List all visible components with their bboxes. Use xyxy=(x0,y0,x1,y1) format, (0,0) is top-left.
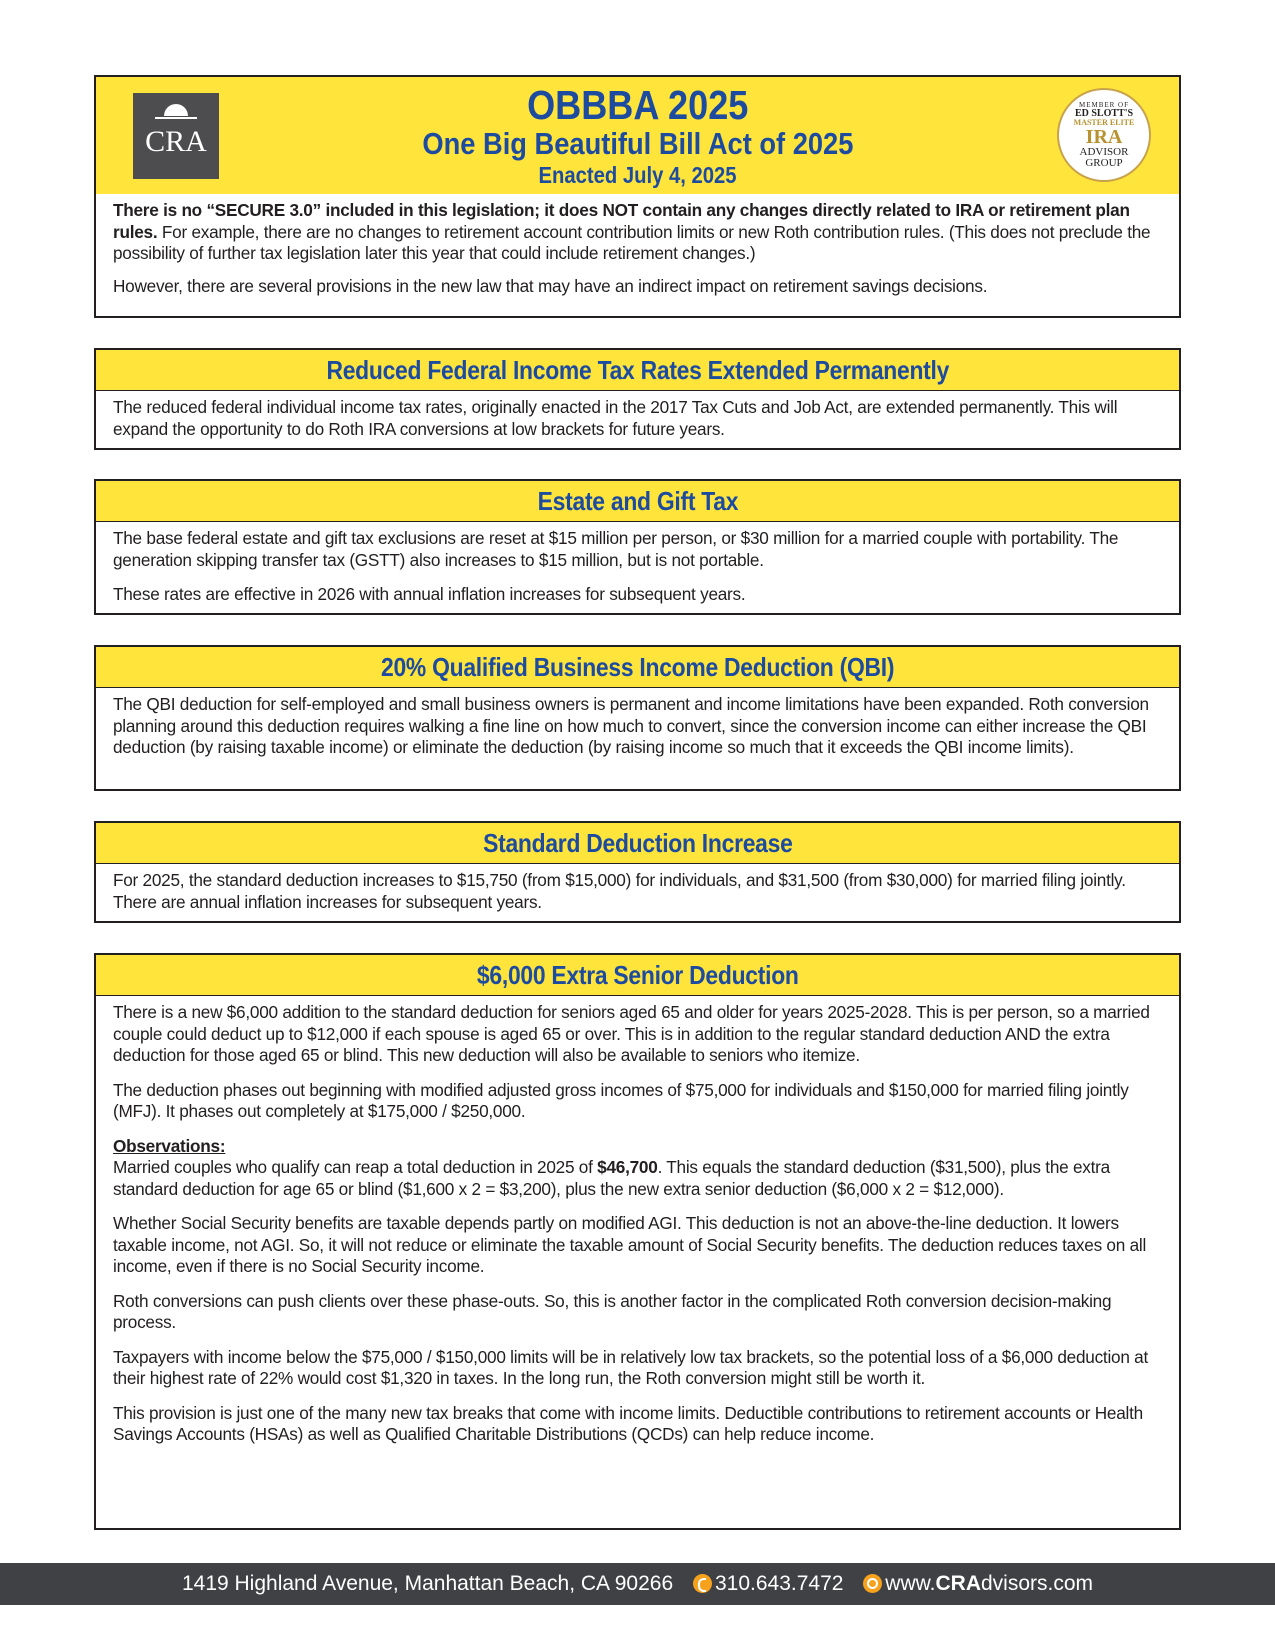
header-banner xyxy=(96,77,1179,194)
section-paragraph: These rates are effective in 2026 with annual inflation increases for subsequent years. xyxy=(113,584,746,604)
section-paragraph: The deduction phases out beginning with modified adjusted gross incomes of $75,000 for individuals and $150,000 for married filing jointly (MFJ). It phases out completely at $175,000 / $250,000. xyxy=(113,1079,1129,1121)
section-senior-deduction xyxy=(94,953,1181,1530)
intro-rest: For example, there are no changes to retirement account contribution limits or new Roth contribution rules. (This does not preclude the possibility of further tax legislation later this year that could include retirement changes.) xyxy=(113,221,1151,263)
section-paragraph: There is a new $6,000 addition to the standard deduction for seniors aged 65 and older for years 2025-2028. This is per person, so a married couple could deduct up to $12,000 if each spouse is aged 65 or over. This is in addition to the regular standard deduction AND the extra deduction for those aged 65 or blind. This new deduction will also be available to seniors who itemize. xyxy=(113,1002,1150,1065)
section-title: Reduced Federal Income Tax Rates Extended Permanently xyxy=(326,355,949,385)
footer-address: 1419 Highland Avenue, Manhattan Beach, CA 90266 xyxy=(181,1572,674,1595)
enacted-date: Enacted July 4, 2025 xyxy=(538,162,737,188)
footer-website[interactable]: www.CRAdvisors.com xyxy=(885,1572,1094,1595)
globe-icon xyxy=(863,1574,882,1593)
intro-p2: However, there are several provisions in the new law that may have an indirect impact on retirement savings decisions. xyxy=(113,275,988,296)
section-paragraph: The base federal estate and gift tax exclusions are reset at $15 million per person, or $30 million for a married couple with portability. The generation skipping transfer tax (GSTT) also increases to $15 million, but is not portable. xyxy=(113,528,1119,570)
section-paragraph: For 2025, the standard deduction increases to $15,750 (from $15,000) for individuals, and $31,500 (from $30,000) for married filing jointly. There are annual inflation increases for subsequent years. xyxy=(113,870,1126,912)
section-title: Standard Deduction Increase xyxy=(482,828,793,858)
footer-phone[interactable]: 310.643.7472 xyxy=(714,1572,844,1595)
intro-text xyxy=(96,194,1179,297)
section-title: Estate and Gift Tax xyxy=(537,486,738,516)
observation-paragraph: Taxpayers with income below the $75,000 / $150,000 limits will be in relatively low tax brackets, so the potential loss of a $6,000 deduction at their highest rate of 22% would cost $1,320 in taxes. In the long run, the Roth conversion might still be worth it. xyxy=(113,1346,1149,1388)
observation-paragraph: Roth conversions can push clients over these phase-outs. So, this is another factor in the complicated Roth conversion decision-making process. xyxy=(113,1290,1112,1332)
intro-bold: There is no “SECURE 3.0” included in this legislation; it does NOT contain any changes directly related to IRA or retirement plan rules. xyxy=(113,200,1130,242)
section-paragraph: The QBI deduction for self-employed and small business owners is permanent and income limitations have been expanded. Roth conversion planning around this deduction requires walking a fine line on how much to convert, since the conversion income can either increase the QBI deduction (by raising taxable income) or eliminate the deduction (by raising income so much that it exceeds the QBI income limits). xyxy=(113,694,1149,757)
observation-paragraph: Whether Social Security benefits are taxable depends partly on modified AGI. This deduction is not an above-the-line deduction. It lowers taxable income, not AGI. So, it will not reduce or eliminate the taxable amount of Social Security benefits. The deduction reduces taxes on all income, even if there is no Social Security income. xyxy=(113,1213,1147,1276)
cra-logo xyxy=(133,93,219,179)
observations-title: Observations: xyxy=(113,1135,226,1156)
page-subtitle: One Big Beautiful Bill Act of 2025 xyxy=(421,126,853,161)
footer-bar xyxy=(0,1563,1275,1605)
section-tax-rates xyxy=(94,348,1181,450)
section-standard-deduction xyxy=(94,821,1181,923)
sun-icon xyxy=(164,104,188,116)
section-estate-gift xyxy=(94,479,1181,615)
section-title: $6,000 Extra Senior Deduction xyxy=(476,960,799,990)
header-box xyxy=(94,75,1181,318)
section-qbi xyxy=(94,645,1181,791)
logo-text: CRA xyxy=(145,125,207,158)
section-title: 20% Qualified Business Income Deduction (QBI) xyxy=(380,652,895,682)
phone-icon xyxy=(693,1574,712,1593)
ira-advisor-seal: MEMBER OF ED SLOTT'S MASTER ELITE IRA ADVISOR GROUP xyxy=(1057,88,1151,182)
title-block xyxy=(246,83,1029,189)
observation-paragraph: This provision is just one of the many new tax breaks that come with income limits. Deductible contributions to retirement accounts or Health Savings Accounts (HSAs) as well as Qualified Charitable Distributions (QCDs) can help reduce income. xyxy=(113,1402,1143,1444)
page-title: OBBBA 2025 xyxy=(526,82,749,128)
section-paragraph: The reduced federal individual income tax rates, originally enacted in the 2017 Tax Cuts and Job Act, are extended permanently. This will expand the opportunity to do Roth IRA conversions at low brackets for future years. xyxy=(113,397,1118,439)
total-deduction-value: $46,700 xyxy=(597,1157,658,1177)
observations-block: Observations: Married couples who qualify can reap a total deduction in 2025 of $46,700. This equals the standard deduction ($31,500), plus the extra standard deduction for age 65 or blind ($1,600 x 2 = $3,200), plus the new extra senior deduction ($6,000 x 2 = $12,000). xyxy=(113,1135,1110,1199)
